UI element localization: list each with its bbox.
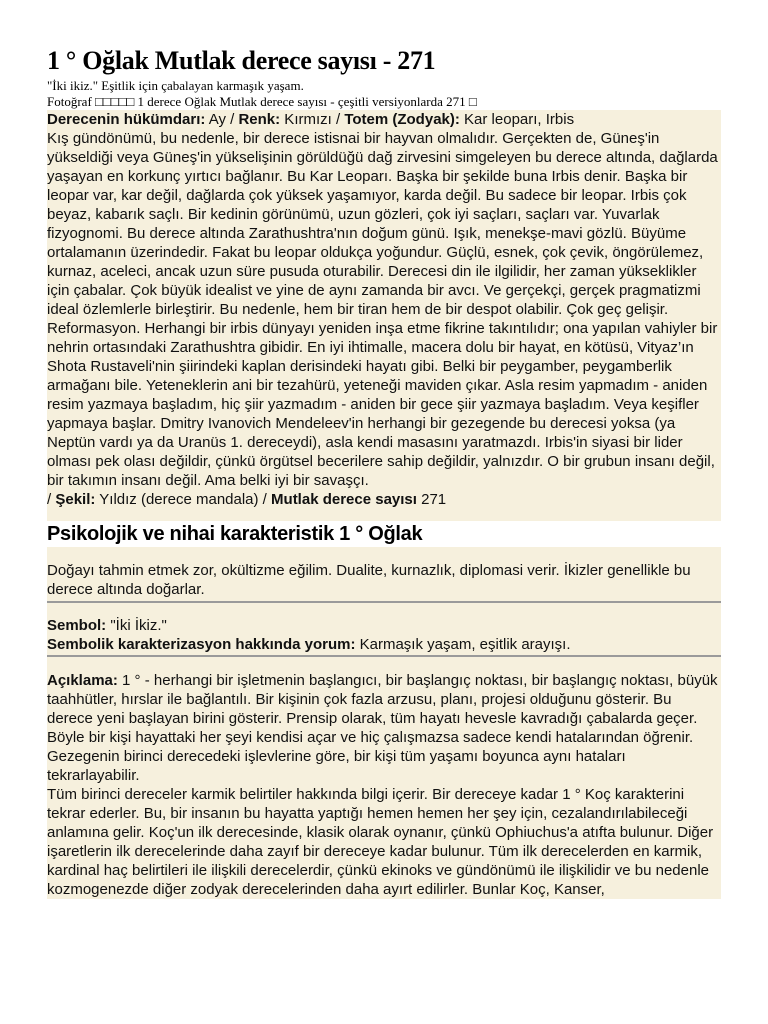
psych-intro: Doğayı tahmin etmek zor, okültizme eğilim. Dualite, kurnazlık, diplomasi verir. İkizler genellikle bu derece altında doğarlar.: [47, 562, 691, 598]
description-paragraph: Tüm birinci dereceler karmik belirtiler hakkında bilgi içerir. Bir dereceye kadar 1 ° Koç karakterini tekrar ederler. Bu, bir insanın bu hayatta yaptığı hemen hemen her şey için, cezalandırılabileceği anlamına gelir. Koç'un ilk derecesinde, klasik olarak oynanır, çünkü Ophiuchus'a atıfta bulunur. Diğer işaretlerin ilk derecelerinde daha zayıf bir dereceye kadar bulunur. Tüm ilk derecelerden en karmik, kardinal haç belirtileri ile ilişkili derecelerdir, çünkü ekinoks ve gündönümü ile ilişkilidir ve bu nedenle kozmogenezde diğer zodyak derecelerinden daha ayırt edilirler. Bunlar Koç, Kanser,: [47, 786, 714, 898]
symbol-label: Sembol:: [47, 617, 107, 634]
photo-caption: Fotoğraf □□□□□ 1 derece Oğlak Mutlak derece sayısı - çeşitli versiyonlarda 271 □: [47, 94, 477, 109]
page-title: 1 ° Oğlak Mutlak derece sayısı - 271: [47, 46, 436, 75]
description-paragraph: [47, 671, 721, 785]
shape-value: Yıldız (derece mandala) /: [95, 491, 272, 508]
totem-value: Kar leoparı, Irbis: [459, 111, 575, 128]
ruler-value: Ay /: [205, 111, 239, 128]
totem-description: Kış gündönümü, bu nedenle, bir derece istisnai bir hayvan olmalıdır. Gerçekten de, Güneş'in yükseldiği veya Güneş'in yükselişinin görüldüğü dağ zirvesini simgeleyen bu derece altında, dağlarda yaşayan en korkunç yırtıcı bağlanır. Bu Kar Leoparı. Başka bir şekilde buna Irbis denir. Başka bir leopar var, kar değil, dağlarda çok yüksek yaşamıyor, karda değil. Bu sadece bir leopar. Irbis çok beyaz, kabarık saçlı. Bir kedinin görünümü, uzun gözleri, çok iyi saçları, saçları var. Yuvarlak fizyognomi. Bu derece altında Zarathushtra'nın doğum günü. Işık, menekşe-mavi gözlü. Büyüme ortalamanın üzerindedir. Fakat bu leopar oldukça yoğundur. Güçlü, esnek, çok çevik, öngörülemez, kurnaz, aceleci, ancak uzun süre pusuda oturabilir. Derecesi din ile ilgilidir, her zaman yükseklikler için çabalar. Çok büyük idealist ve yine de aynı zamanda bir avcı. Ve gerçekçi, gerçek pragmatizmi ideal özlemlerle birleştirir. Bu nedenle, hem bir tiran hem de bir despot olabilir. Çok geç gelişir. Reformasyon. Herhangi bir irbis dünyayı yeniden inşa etme fikrine takıntılıdır; ona yapılan vahiyler bir nehrin ortasındaki Zarathushtra gibidir. En iyi ihtimalle, macera dolu bir hayat, en kötüsü, Vityaz’ın Shota Rustaveli'nin şiirindeki kaplan derisindeki hayatı gibi. Belki bir peygamber, peygamberlik armağanı bile. Yeteneklerin ani bir tezahürü, yeteneği maviden çıkar. Asla resim yapmadım - aniden resim yazmaya başladım, hiç şiir yazmadım - aniden bir gece şiir yazmaya başladım. Veya keşifler yapmaya başlar. Dmitry Ivanovich Mendeleev'in herhangi bir gezegende bu derecesi yoksa (ya Neptün vardı ya da Uranüs 1. dereceydi), asla kendi masasını yaratmazdı. Irbis'in siyasi bir lider olması pek olası değildir, çünkü örgütsel becerilere sahip değildir, yalnızdır. O bir grubun insanı değil, bir takımın insanı değil. Ama belki iyi bir savaşçı.: [47, 130, 718, 489]
page-subtitle: "İki ikiz." Eşitlik için çabalayan karmaşık yaşam.: [47, 78, 304, 93]
degree-info-block: [47, 110, 721, 509]
symbol-block: [47, 603, 721, 655]
separator: /: [47, 491, 56, 508]
color-value: Kırmızı /: [280, 111, 345, 128]
color-label: Renk:: [238, 111, 281, 128]
ruler-label: Derecenin hükümdarı:: [47, 111, 206, 128]
content-area: [47, 110, 721, 899]
absolute-degree-label: Mutlak derece sayısı: [271, 491, 417, 508]
totem-label: Totem (Zodyak):: [344, 111, 460, 128]
shape-label: Şekil:: [55, 491, 96, 508]
symbol-value: "İki İkiz.": [106, 617, 167, 634]
description-text-1: 1 ° - herhangi bir işletmenin başlangıcı, bir başlangıç noktası, bir başlangıç noktası, büyük taahhütler, hırslar ile bağlantılı. Bir kişinin çok fazla arzusu, planı, projesi olduğunu gösterir. Bu derece yeni başlayan birini gösterir. Prensip olarak, tüm hayatı hevesle kavradığı çabalarda geçer. Böyle bir kişi hayattaki her şeyi kendisi açar ve hiç çalışmazsa sadece kendi hatalarından öğrenir. Gezegenin birinci derecedeki işlevlerine göre, bir kişi tüm yaşamı boyunca aynı hataları tekrarlayabilir.: [47, 672, 718, 784]
section-heading-psych: Psikolojik ve nihai karakteristik 1 ° Oğlak: [47, 523, 423, 545]
heading-band: [47, 521, 721, 547]
description-block: [47, 657, 721, 899]
symbol-comment-label: Sembolik karakterizasyon hakkında yorum:: [47, 636, 356, 653]
document-page: [47, 44, 721, 899]
description-label: Açıklama:: [47, 672, 118, 689]
absolute-degree-value: 271: [416, 491, 447, 508]
symbol-comment-value: Karmaşık yaşam, eşitlik arayışı.: [355, 636, 571, 653]
